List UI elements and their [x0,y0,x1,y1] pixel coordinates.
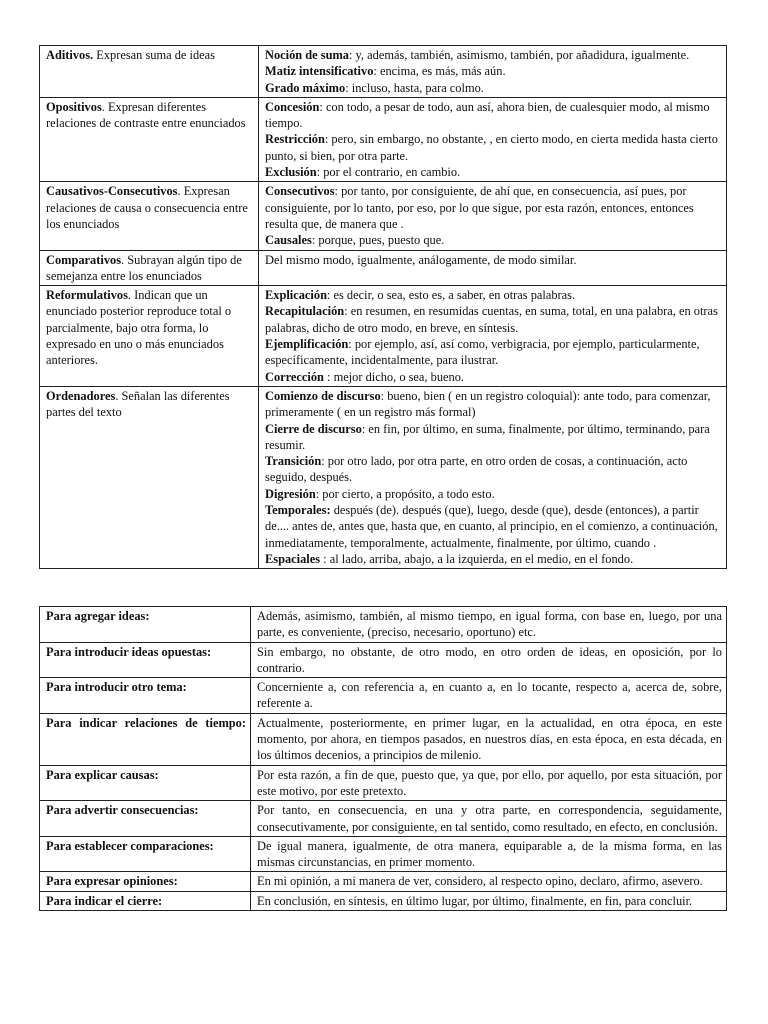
connector-entry [265,80,722,96]
purpose-label: Para introducir otro tema: [40,678,251,714]
category-cell [40,46,259,98]
purpose-connectors: Por tanto, en consecuencia, en una y otra parte, en correspondencia, seguidamente, consecutivamente, por consiguiente, en tal sentido, como resultado, en efecto, en conclusión. [251,801,727,837]
connector-examples: y, además, también, asimismo, también, por añadidura, igualmente. [355,48,690,62]
purpose-row [40,607,727,643]
connectors-usage-table [39,606,727,911]
connector-subtype-label: Restricción [265,132,325,147]
connector-entry [265,486,722,502]
connector-examples: por ejemplo, así, así como, verbigracia, por ejemplo, particularmente, específicamente, incidentalmente, para ilustrar. [265,337,700,368]
category-description: . Expresan relaciones de causa o consecuencia entre los enunciados [46,184,248,231]
connector-entry [265,252,722,268]
connector-examples: por tanto, por consiguiente, de ahí que, en consecuencia, así pues, por consiguiente, por lo tanto, por eso, por lo que sigue, por esta razón, entonces, entonces resulta que, de manera que . [265,184,694,231]
connector-entry [265,336,722,369]
purpose-connectors: De igual manera, igualmente, de otra manera, equiparable a, de la misma forma, en las mismas circunstancias, en primer momento. [251,836,727,872]
connector-subtype-label: Digresión [265,486,316,501]
purpose-row [40,801,727,837]
connector-subtype-label: Causales [265,233,312,248]
category-term: Opositivos [46,99,102,114]
connector-subtype-label: Consecutivos [265,184,335,199]
connectors-cell [259,386,727,568]
connector-entry [265,502,722,551]
connector-entry [265,287,722,303]
category-term: Causativos-Consecutivos [46,184,178,199]
category-cell [40,97,259,181]
purpose-row [40,872,727,891]
connector-entry [265,131,722,164]
connector-examples: por cierto, a propósito, a todo esto. [322,486,495,501]
connector-subtype-label: Recapitulación [265,304,345,319]
connector-subtype-label: Temporales: [265,503,331,518]
connector-examples: por otro lado, por otra parte, en otro orden de cosas, a continuación, acto seguido, después. [265,454,688,485]
connector-entry [265,63,722,79]
purpose-label: Para indicar relaciones de tiempo: [40,713,251,765]
purpose-label: Para agregar ideas: [40,607,251,643]
category-row [40,286,727,387]
connector-subtype-label: Grado máximo [265,80,346,95]
purpose-row [40,765,727,801]
connector-separator: : [316,165,324,180]
purpose-label: Para expresar opiniones: [40,872,251,891]
connectors-cell [259,286,727,387]
connector-examples: en fin, por último, en suma, finalmente, por último, terminando, para resumir. [265,421,710,452]
purpose-connectors: Además, asimismo, también, al mismo tiempo, en igual forma, con base en, luego, por una parte, es conveniente, (preciso, necesario, oportuno) etc. [251,607,727,643]
connector-separator: : [323,369,334,384]
connector-subtype-label: Espaciales [265,551,321,566]
purpose-label: Para advertir consecuencias: [40,801,251,837]
connector-subtype-label: Corrección [265,369,324,384]
purpose-connectors: Por esta razón, a fin de que, puesto que, ya que, por ello, por aquello, por esta situación, por este motivo, por este pretexto. [251,765,727,801]
purpose-connectors: Sin embargo, no obstante, de otro modo, en otro orden de ideas, en oposición, por lo contrario. [251,642,727,678]
connectors-cell [259,97,727,181]
connector-entry [265,164,722,180]
category-cell [40,286,259,387]
category-term: Ordenadores [46,388,116,403]
connector-separator: : [321,454,328,469]
purpose-connectors: En mi opinión, a mi manera de ver, considero, al respecto opino, declaro, afirmo, asevero. [251,872,727,891]
connector-separator: : [380,388,388,403]
connector-entry [265,551,722,567]
connector-subtype-label: Exclusión [265,165,317,180]
category-term: Reformulativos [46,288,128,303]
purpose-row [40,642,727,678]
connector-examples: con todo, a pesar de todo, aun así, ahora bien, de cualesquier modo, al mismo tiempo. [265,99,710,131]
connector-examples: Del mismo modo, igualmente, análogamente, de modo similar. [265,252,577,267]
connector-separator: : [344,304,351,319]
category-description: Expresan suma de ideas [93,48,215,62]
connector-subtype-label: Cierre de discurso [265,421,362,436]
connector-separator: : [334,184,342,199]
category-row [40,46,727,98]
connector-entry [265,183,722,232]
connector-separator: : [345,80,352,95]
connector-separator: : [326,288,334,303]
purpose-row [40,678,727,714]
connector-entry [265,47,722,63]
connector-subtype-label: Ejemplificación [265,337,349,352]
connector-examples: porque, pues, puesto que. [318,233,445,248]
connectors-classification-table [39,45,727,569]
category-cell [40,250,259,286]
category-description: . Expresan diferentes relaciones de contraste entre enunciados [46,99,246,131]
purpose-row [40,836,727,872]
category-row [40,250,727,286]
connector-separator: : [320,551,330,566]
connector-separator: : [315,486,323,501]
connector-examples: mejor dicho, o sea, bueno. [333,369,465,384]
category-description: . Subrayan algún tipo de semejanza entre los enunciados [46,252,242,283]
category-term: Comparativos [46,252,122,267]
connector-separator: : [324,132,332,147]
category-row [40,97,727,181]
connector-entry [265,99,722,132]
connector-subtype-label: Matiz intensificativo [265,64,374,79]
connectors-usage-body [40,607,727,911]
category-description: . Indican que un enunciado posterior reproduce total o parcialmente, bajo otra forma, lo expresado en uno o más enunciados anteriores. [46,288,232,368]
purpose-connectors: En conclusión, en síntesis, en último lugar, por último, finalmente, en fin, para concluir. [251,891,727,910]
category-row [40,386,727,568]
connector-separator: : [373,64,380,79]
connector-examples: después (de). después (que), luego, desde (que), desde (entonces), a partir de.... antes de, antes que, hasta que, en cuanto, al principio, en el comienzo, a continuación, inmediatamente, temporalmente, actualmente, finalmente, por último, cuando . [265,503,718,550]
purpose-connectors: Actualmente, posteriormente, en primer lugar, en la actualidad, en otra época, en este momento, por ahora, en tiempos pasados, en nuestros días, en esta época, en esta década, en los últimos decenios, a principios de milenio. [251,713,727,765]
connector-subtype-label: Transición [265,454,322,469]
connector-entry [265,369,722,385]
connector-examples: pero, sin embargo, no obstante, , en cierto modo, en cierta medida hasta cierto punto, si bien, por otra parte. [265,132,718,163]
connector-examples: incluso, hasta, para colmo. [351,80,484,95]
connector-separator: : [311,233,319,248]
purpose-label: Para explicar causas: [40,765,251,801]
connectors-cell [259,46,727,98]
connector-subtype-label: Comienzo de discurso [265,388,381,403]
connector-examples: bueno, bien ( en un registro coloquial): ante todo, para comenzar, primeramente ( en un registro más formal) [265,388,711,420]
connector-entry [265,421,722,454]
category-description: . Señalan las diferentes partes del texto [46,388,230,420]
purpose-label: Para indicar el cierre: [40,891,251,910]
category-row [40,182,727,250]
connector-subtype-label: Explicación [265,288,327,303]
category-cell [40,386,259,568]
connector-subtype-label: Concesión [265,99,320,114]
connector-entry [265,453,722,486]
connector-examples: encima, es más, más aún. [379,64,506,79]
connector-entry [265,303,722,336]
category-term: Aditivos. [46,48,94,62]
connector-separator: : [348,337,355,352]
connector-examples: al lado, arriba, abajo, a la izquierda, en el medio, en el fondo. [329,551,634,566]
connectors-cell [259,182,727,250]
connector-separator: : [319,99,326,114]
purpose-label: Para establecer comparaciones: [40,836,251,872]
purpose-row [40,713,727,765]
connectors-classification-body [40,46,727,569]
connectors-cell [259,250,727,286]
connector-examples: por el contrario, en cambio. [323,165,461,180]
category-cell [40,182,259,250]
purpose-label: Para introducir ideas opuestas: [40,642,251,678]
connector-separator: : [361,421,369,436]
connector-entry [265,388,722,421]
connector-examples: es decir, o sea, esto es, a saber, en otras palabras. [333,288,576,303]
connector-subtype-label: Noción de suma [265,48,349,62]
connector-separator: : [349,48,356,62]
connector-examples: en resumen, en resumidas cuentas, en suma, total, en una palabra, en otras palabras, dicho de otro modo, en breve, en síntesis. [265,304,718,335]
connector-entry [265,232,722,248]
purpose-connectors: Concerniente a, con referencia a, en cuanto a, en lo tocante, respecto a, acerca de, sobre, referente a. [251,678,727,714]
purpose-row [40,891,727,910]
